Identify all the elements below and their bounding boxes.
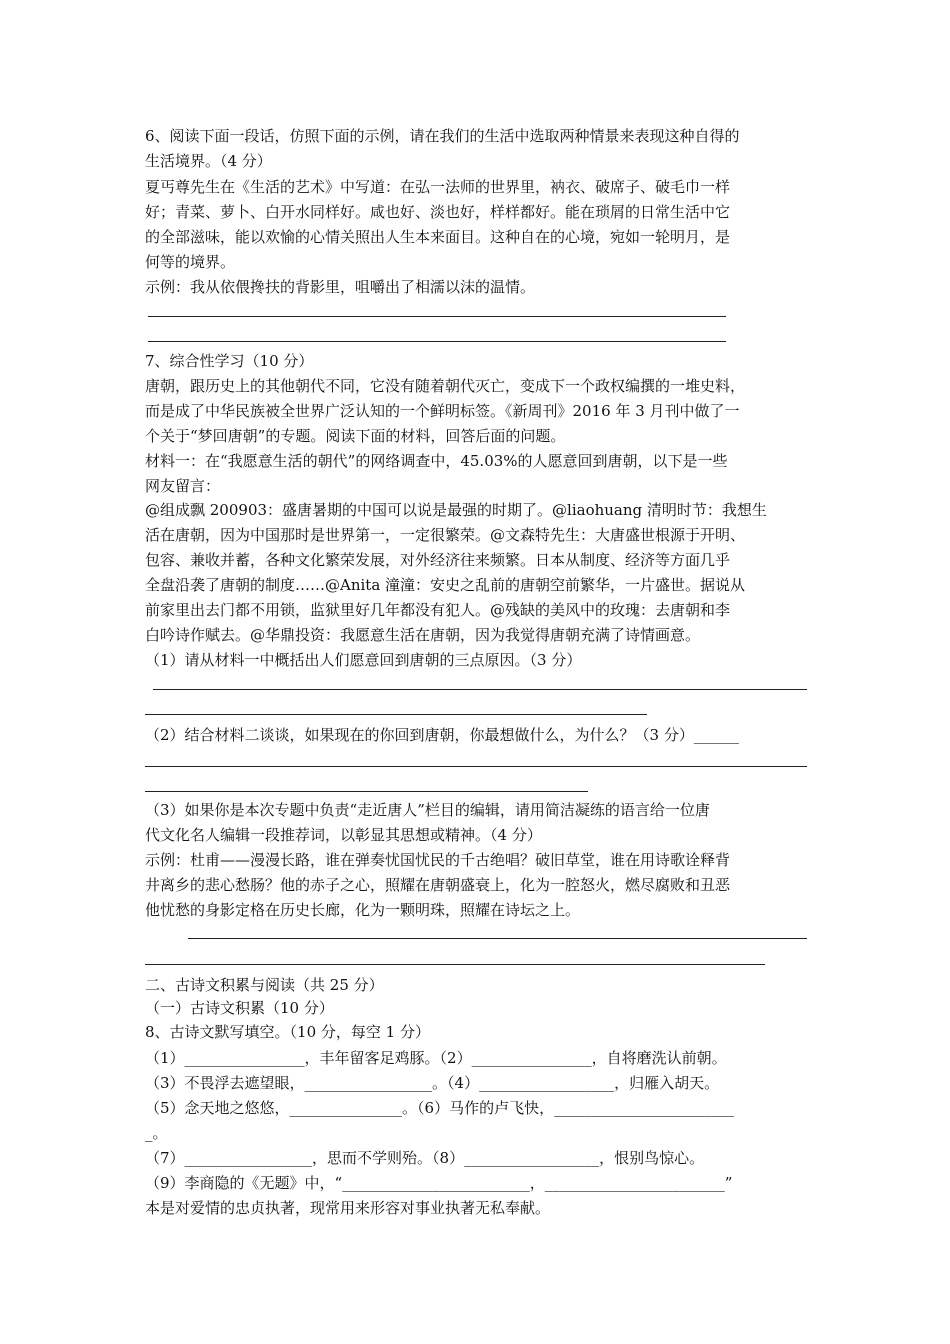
- q7-sub3-answer-line-1[interactable]: [188, 938, 807, 939]
- q7-sub2-answer-line-1[interactable]: [145, 766, 807, 767]
- q8-title: 8、古诗文默写填空。（10 分，每空 1 分）: [145, 1023, 430, 1041]
- q7-comments-line4: 全盘沿袭了唐朝的制度……@Anita 潼潼：安史之乱前的唐朝空前繁华，一片盛世。据说从: [145, 576, 746, 594]
- q8-row2[interactable]: （3）不畏浮去遮望眼，_________________。（4）__________________，归雁入胡天。: [145, 1074, 720, 1092]
- q7-sub3-prompt-line1: （3）如果你是本次专题中负责“走近唐人”栏目的编辑，请用简洁凝练的语言给一位唐: [145, 801, 710, 819]
- q6-answer-line-1[interactable]: [148, 316, 726, 317]
- q8-row4[interactable]: （7）_________________，思而不学则殆。（8）__________________，恨别鸟惊心。: [145, 1149, 705, 1167]
- q8-row3[interactable]: （5）念天地之悠悠，_______________。（6）马作的卢飞快，________________________: [145, 1099, 735, 1117]
- q8-row1[interactable]: （1）________________，丰年留客足鸡豚。（2）________________，自将磨洗认前朝。: [145, 1049, 727, 1067]
- q7-example-line3: 他忧愁的身影定格在历史长廊，化为一颗明珠，照耀在诗坛之上。: [145, 901, 581, 919]
- q7-comments-line2: 活在唐朝，因为中国那时是世界第一，一定很繁荣。@文森特先生：大唐盛世根源于开明、: [145, 526, 746, 544]
- q6-prompt-line2: 生活境界。（4 分）: [145, 152, 272, 170]
- q6-passage-line2: 好；青菜、萝卜、白开水同样好。咸也好、淡也好，样样都好。能在琐屑的日常生活中它: [145, 203, 731, 221]
- q6-prompt-line1: 6、阅读下面一段话，仿照下面的示例，请在我们的生活中选取两种情景来表现这种自得的: [145, 127, 740, 145]
- q7-comments-line3: 包容、兼收并蓄，各种文化繁荣发展，对外经济往来频繁。日本从制度、经济等方面几乎: [145, 551, 731, 569]
- section2-subtitle: （一）古诗文积累（10 分）: [145, 999, 334, 1017]
- q7-intro-line3: 个关于“梦回唐朝”的专题。阅读下面的材料，回答后面的问题。: [145, 427, 566, 445]
- q7-comments-line5: 前家里出去门都不用锁，监狱里好几年都没有犯人。@残缺的美风中的玫瑰：去唐朝和李: [145, 601, 731, 619]
- q7-example-line1: 示例：杜甫——漫漫长路，谁在弹奏忧国忧民的千古绝唱？破旧草堂，谁在用诗歌诠释背: [145, 851, 731, 869]
- q6-example: 示例：我从依偎搀扶的背影里，咀嚼出了相濡以沫的温情。: [145, 278, 536, 296]
- q7-material1-line2: 网友留言：: [145, 477, 221, 495]
- q7-sub3-answer-line-2[interactable]: [145, 964, 765, 965]
- q6-answer-line-2[interactable]: [148, 341, 726, 342]
- q8-row5[interactable]: （9）李商隐的《无题》中，“_________________________，________________________”: [145, 1174, 733, 1192]
- q7-sub3-prompt-line2: 代文化名人编辑一段推荐词，以彰显其思想或精神。（4 分）: [145, 826, 542, 844]
- q7-sub1-prompt: （1）请从材料一中概括出人们愿意回到唐朝的三点原因。（3 分）: [145, 651, 582, 669]
- q7-sub2-prompt: （2）结合材料二谈谈，如果现在的你回到唐朝，你最想做什么，为什么？（3 分）______: [145, 726, 739, 744]
- q7-sub1-answer-line-1[interactable]: [153, 689, 807, 690]
- q6-passage-line4: 何等的境界。: [145, 253, 236, 271]
- q7-title: 7、综合性学习（10 分）: [145, 352, 314, 370]
- q7-sub2-answer-line-2[interactable]: [145, 791, 588, 792]
- q7-example-line2: 井离乡的悲心愁肠？他的赤子之心，照耀在唐朝盛衰上，化为一腔怒火，燃尽腐败和丑恶: [145, 876, 731, 894]
- q7-comments-line1: @组成飘 200903：盛唐暑期的中国可以说是最强的时期了。@liaohuang 清明时节：我想生: [145, 501, 767, 519]
- q8-row3-cont[interactable]: _。: [145, 1124, 168, 1142]
- q7-intro-line1: 唐朝，跟历史上的其他朝代不同，它没有随着朝代灭亡，变成下一个政权编撰的一堆史料，: [145, 377, 746, 395]
- q6-passage-line1: 夏丐尊先生在《生活的艺术》中写道：在弘一法师的世界里，衲衣、破席子、破毛巾一样: [145, 178, 731, 196]
- q7-material1-line1: 材料一：在“我愿意生活的朝代”的网络调查中，45.03%的人愿意回到唐朝，以下是一些: [145, 452, 728, 470]
- q7-intro-line2: 而是成了中华民族被全世界广泛认知的一个鲜明标签。《新周刊》2016 年 3 月刊中做了一: [145, 402, 740, 420]
- section2-title: 二、古诗文积累与阅读（共 25 分）: [145, 976, 384, 994]
- q8-row6: 本是对爱情的忠贞执著，现常用来形容对事业执著无私奉献。: [145, 1199, 551, 1217]
- q7-sub1-answer-line-2[interactable]: [145, 714, 647, 715]
- q6-passage-line3: 的全部滋味，能以欢愉的心情关照出人生本来面目。这种自在的心境，宛如一轮明月，是: [145, 228, 731, 246]
- q7-comments-line6: 白吟诗作赋去。@华鼎投资：我愿意生活在唐朝，因为我觉得唐朝充满了诗情画意。: [145, 626, 701, 644]
